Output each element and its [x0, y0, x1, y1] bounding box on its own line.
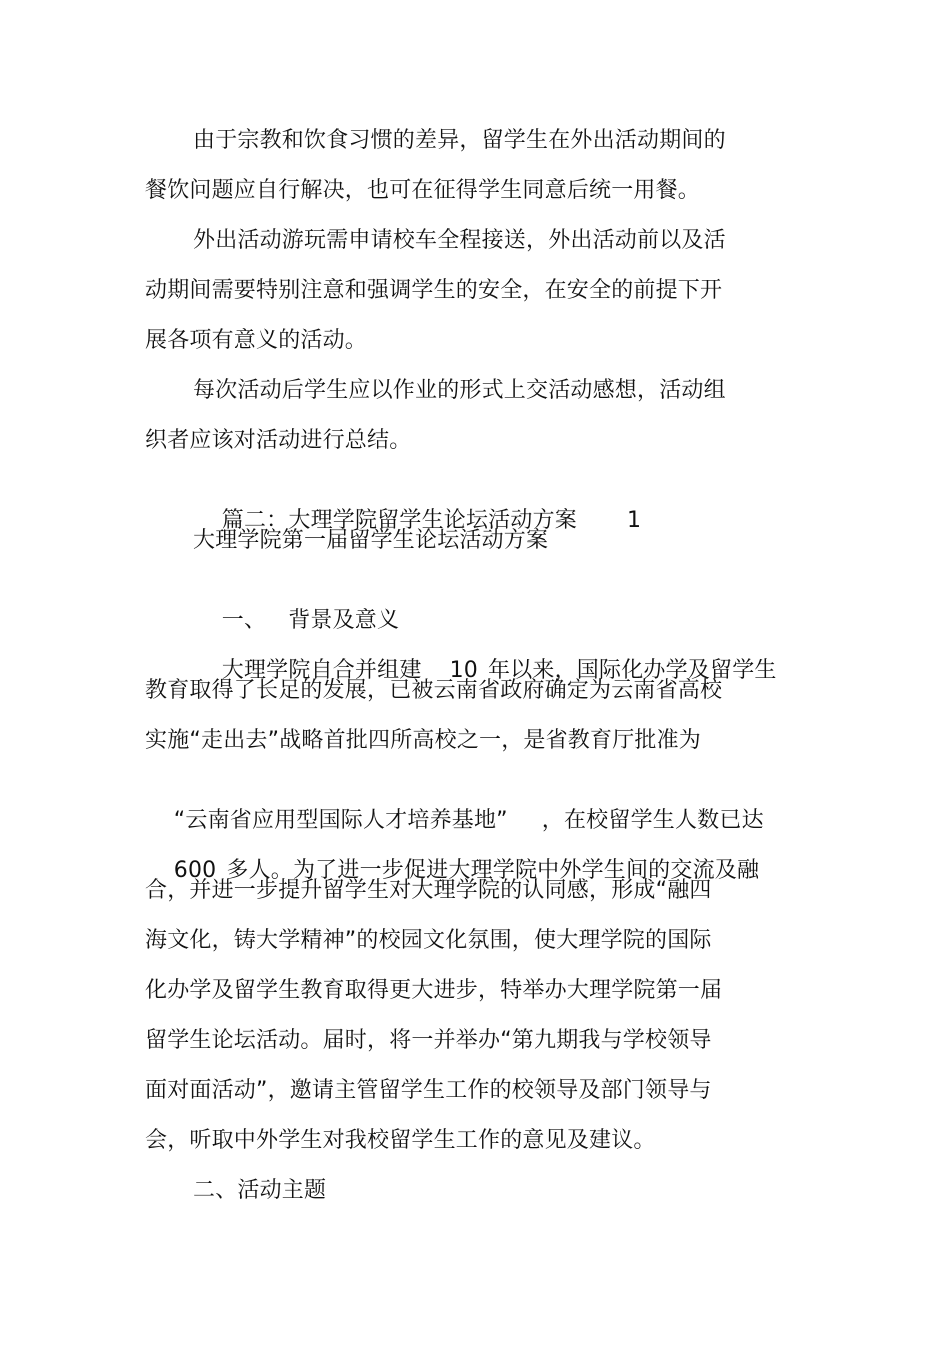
section-number: 1	[626, 508, 642, 533]
section-title: 篇二：大理学院留学生论坛活动方案	[221, 508, 577, 533]
paragraph-line: 由于宗教和饮食习惯的差异，留学生在外出活动期间的	[193, 128, 726, 153]
text-segment: 年以来，国际化办学及留学生	[488, 658, 777, 683]
paragraph-line: 展各项有意义的活动。	[145, 328, 368, 353]
text-segment: 10	[449, 658, 478, 683]
text-segment: “云南省应用型国际人才培养基地”	[173, 808, 508, 833]
text-segment: ，在校留学生人数已达	[541, 808, 764, 833]
paragraph-line: 织者应该对活动进行总结。	[145, 428, 412, 453]
paragraph-line: 教育取得了长足的发展，已被云南省政府确定为云南省高校	[145, 678, 723, 703]
paragraph-line: 海文化，铸大学精神”的校园文化氛围，使大理学院的国际	[145, 928, 712, 953]
text-segment: 多人。为了进一步促进大理学院中外学生间的交流及融	[226, 858, 760, 883]
paragraph-line: 面对面活动”，邀请主管留学生工作的校领导及部门领导与	[145, 1078, 712, 1103]
heading-text: 背景及意义	[288, 608, 400, 633]
paragraph-line: 餐饮问题应自行解决，也可在征得学生同意后统一用餐。	[145, 178, 701, 203]
paragraph-line: 动期间需要特别注意和强调学生的安全，在安全的前提下开	[145, 278, 723, 303]
paragraph-line: 留学生论坛活动。届时，将一并举办“第九期我与学校领导	[145, 1028, 712, 1053]
paragraph-line: 实施“走出去”战略首批四所高校之一，是省教育厅批准为	[145, 728, 701, 753]
paragraph-line: 化办学及留学生教育取得更大进步，特举办大理学院第一届	[145, 978, 723, 1003]
paragraph-line: 会，听取中外学生对我校留学生工作的意见及建议。	[145, 1128, 656, 1153]
heading-line: 二、活动主题	[193, 1178, 327, 1203]
document-title: 大理学院第一届留学生论坛活动方案	[193, 528, 549, 553]
text-segment: 大理学院自合并组建	[221, 658, 422, 683]
heading-number: 一、	[221, 608, 267, 633]
paragraph-line: 每次活动后学生应以作业的形式上交活动感想，活动组	[193, 378, 726, 403]
text-segment: 600	[173, 858, 217, 883]
paragraph-line: 合，并进一步提升留学生对大理学院的认同感，形成“融四	[145, 878, 712, 903]
paragraph-line: 外出活动游玩需申请校车全程接送，外出活动前以及活	[193, 228, 726, 253]
